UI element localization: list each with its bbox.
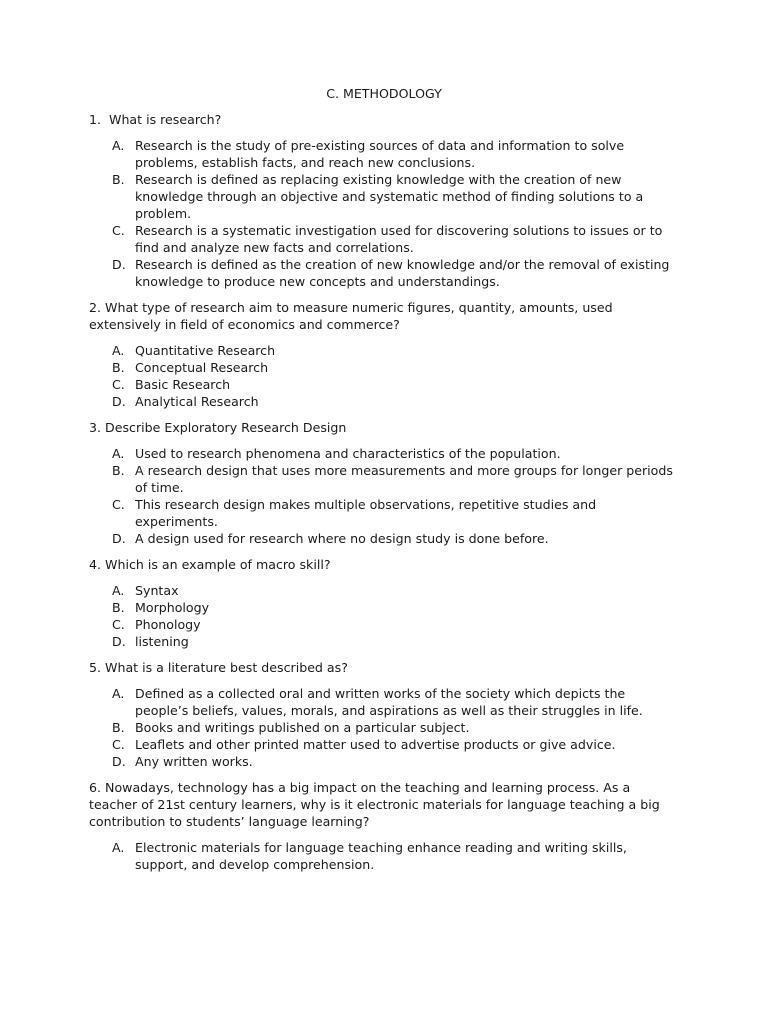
option-item (89, 582, 679, 599)
option-letter: A. (112, 686, 125, 701)
option-text: Quantitative Research (135, 343, 276, 358)
page-title: C. METHODOLOGY (326, 86, 442, 101)
option-item (89, 599, 679, 616)
option-letter: D. (112, 257, 126, 272)
option-text: Defined as a collected oral and written works of the society which depicts the people’s beliefs, values, morals, and aspirations as well as their struggles in life. (135, 686, 643, 718)
option-letter: B. (112, 463, 125, 478)
option-text: Electronic materials for language teaching enhance reading and writing skills, support, and develop comprehension. (135, 840, 627, 872)
options-list (89, 685, 679, 770)
option-item (89, 719, 679, 736)
option-letter: B. (112, 360, 125, 375)
option-item (89, 376, 679, 393)
question-list (89, 111, 679, 882)
options-list (89, 839, 679, 873)
option-item (89, 393, 679, 410)
option-item (89, 171, 679, 222)
option-text: A research design that uses more measurements and more groups for longer periods of time. (135, 463, 673, 495)
option-letter: C. (112, 497, 125, 512)
option-text: Used to research phenomena and characteristics of the population. (135, 446, 561, 461)
option-item (89, 530, 679, 547)
option-item (89, 445, 679, 462)
option-text: Phonology (135, 617, 201, 632)
option-text: Research is the study of pre-existing sources of data and information to solve problems, establish facts, and reach new conclusions. (135, 138, 625, 170)
option-text: Research is defined as the creation of new knowledge and/or the removal of existing knowledge to produce new concepts and understandings. (135, 257, 670, 289)
option-text: Basic Research (135, 377, 231, 392)
option-text: Books and writings published on a particular subject. (135, 720, 470, 735)
option-text: Research is defined as replacing existing knowledge with the creation of new knowledge through an objective and systematic method of finding solutions to a problem. (135, 172, 644, 221)
options-list (89, 342, 679, 410)
option-text: Leaflets and other printed matter used to advertise products or give advice. (135, 737, 616, 752)
option-item (89, 753, 679, 770)
option-letter: C. (112, 223, 125, 238)
option-letter: A. (112, 446, 125, 461)
option-letter: B. (112, 600, 125, 615)
option-text: A design used for research where no design study is done before. (135, 531, 549, 546)
question-6: 6. Nowadays, technology has a big impact on the teaching and learning process. As a teacher of 21st century learners, why is it electronic materials for language teaching a big contribution to students’ language learning? (89, 780, 660, 829)
option-letter: A. (112, 138, 125, 153)
options-list (89, 582, 679, 650)
question-5: 5. What is a literature best described as? (89, 660, 348, 675)
option-text: This research design makes multiple observations, repetitive studies and experiments. (135, 497, 597, 529)
option-item (89, 342, 679, 359)
option-text: Any written works. (135, 754, 253, 769)
option-letter: C. (112, 617, 125, 632)
option-item (89, 462, 679, 496)
option-item (89, 496, 679, 530)
option-item (89, 736, 679, 753)
option-item (89, 839, 679, 873)
option-item (89, 256, 679, 290)
option-text: Conceptual Research (135, 360, 269, 375)
option-text: Analytical Research (135, 394, 259, 409)
question-number: 1. (89, 112, 102, 127)
option-letter: D. (112, 634, 126, 649)
option-letter: C. (112, 377, 125, 392)
option-item (89, 137, 679, 171)
question-2: 2. What type of research aim to measure numeric figures, quantity, amounts, used extensively in field of economics and commerce? (89, 300, 613, 332)
question-4: 4. Which is an example of macro skill? (89, 557, 331, 572)
option-letter: D. (112, 394, 126, 409)
option-letter: A. (112, 343, 125, 358)
question-text: What is research? (109, 112, 222, 127)
option-item (89, 685, 679, 719)
option-letter: A. (112, 840, 125, 855)
option-item (89, 222, 679, 256)
option-letter: A. (112, 583, 125, 598)
option-letter: D. (112, 754, 126, 769)
option-letter: D. (112, 531, 126, 546)
option-letter: C. (112, 737, 125, 752)
option-text: Syntax (135, 583, 179, 598)
option-text: listening (135, 634, 189, 649)
options-list (89, 445, 679, 547)
options-list (89, 137, 679, 290)
option-text: Research is a systematic investigation used for discovering solutions to issues or to find and analyze new facts and correlations. (135, 223, 663, 255)
option-letter: B. (112, 172, 125, 187)
option-letter: B. (112, 720, 125, 735)
option-item (89, 359, 679, 376)
question-1 (89, 111, 679, 128)
option-item (89, 616, 679, 633)
question-3: 3. Describe Exploratory Research Design (89, 420, 347, 435)
option-text: Morphology (135, 600, 210, 615)
option-item (89, 633, 679, 650)
